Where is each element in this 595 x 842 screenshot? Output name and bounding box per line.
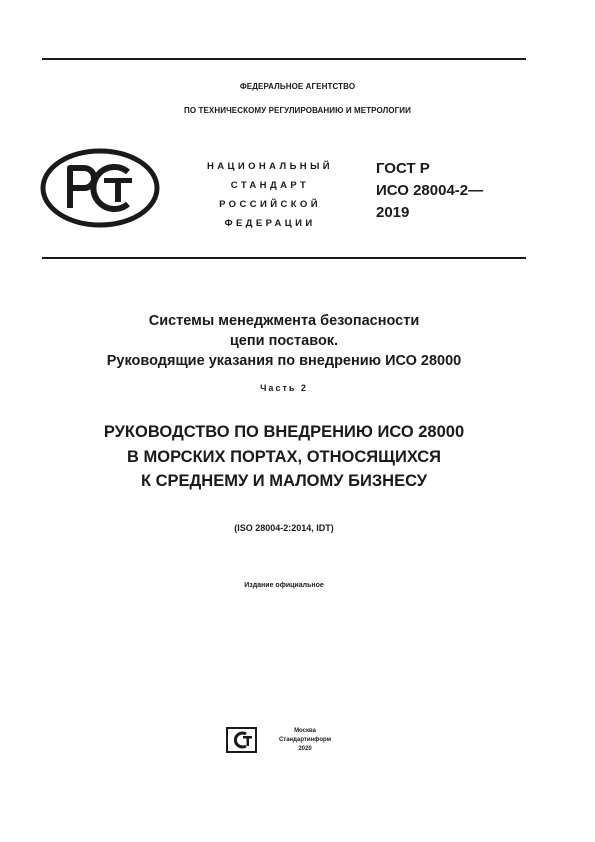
standartinform-logo-icon xyxy=(226,727,257,753)
title-line: Системы менеджмента безопасности xyxy=(148,313,420,329)
publisher-city: Москва xyxy=(294,728,316,734)
designation-line: 2019 xyxy=(376,204,410,221)
top-rule xyxy=(42,58,526,60)
publisher-block xyxy=(270,727,340,754)
national-standard-line: РОССИЙСКОЙ xyxy=(219,199,321,210)
middle-rule xyxy=(42,257,526,259)
standard-designation xyxy=(376,158,483,224)
designation-line: ИСО 28004-2— xyxy=(376,182,484,199)
agency-line-1: ФЕДЕРАЛЬНОЕ АГЕНТСТВО xyxy=(239,82,356,91)
publisher-name: Стандартинформ xyxy=(278,737,332,743)
title-line: Руководящие указания по внедрению ИСО 28000 xyxy=(106,353,462,369)
designation-line: ГОСТ Р xyxy=(376,160,430,177)
iso-reference: (ISO 28004-2:2014, IDT) xyxy=(234,523,334,533)
part-title xyxy=(0,420,568,494)
document-title xyxy=(0,311,568,371)
publisher-year: 2020 xyxy=(298,746,312,752)
national-standard-line: НАЦИОНАЛЬНЫЙ xyxy=(207,161,333,172)
part-title-line: РУКОВОДСТВО ПО ВНЕДРЕНИЮ ИСО 28000 xyxy=(103,423,465,441)
national-standard-label xyxy=(190,157,350,233)
part-label: Часть 2 xyxy=(260,383,308,393)
national-standard-line: СТАНДАРТ xyxy=(230,180,310,191)
edition-note: Издание официальное xyxy=(244,582,324,589)
national-standard-line: ФЕДЕРАЦИИ xyxy=(224,218,316,229)
rst-emblem-icon xyxy=(40,148,160,228)
title-line: цепи поставок. xyxy=(229,333,339,349)
agency-line-2: ПО ТЕХНИЧЕСКОМУ РЕГУЛИРОВАНИЮ И МЕТРОЛОГИИ xyxy=(183,106,412,115)
part-title-line: В МОРСКИХ ПОРТАХ, ОТНОСЯЩИХСЯ xyxy=(127,447,441,466)
part-title-line: К СРЕДНЕМУ И МАЛОМУ БИЗНЕСУ xyxy=(140,472,428,490)
